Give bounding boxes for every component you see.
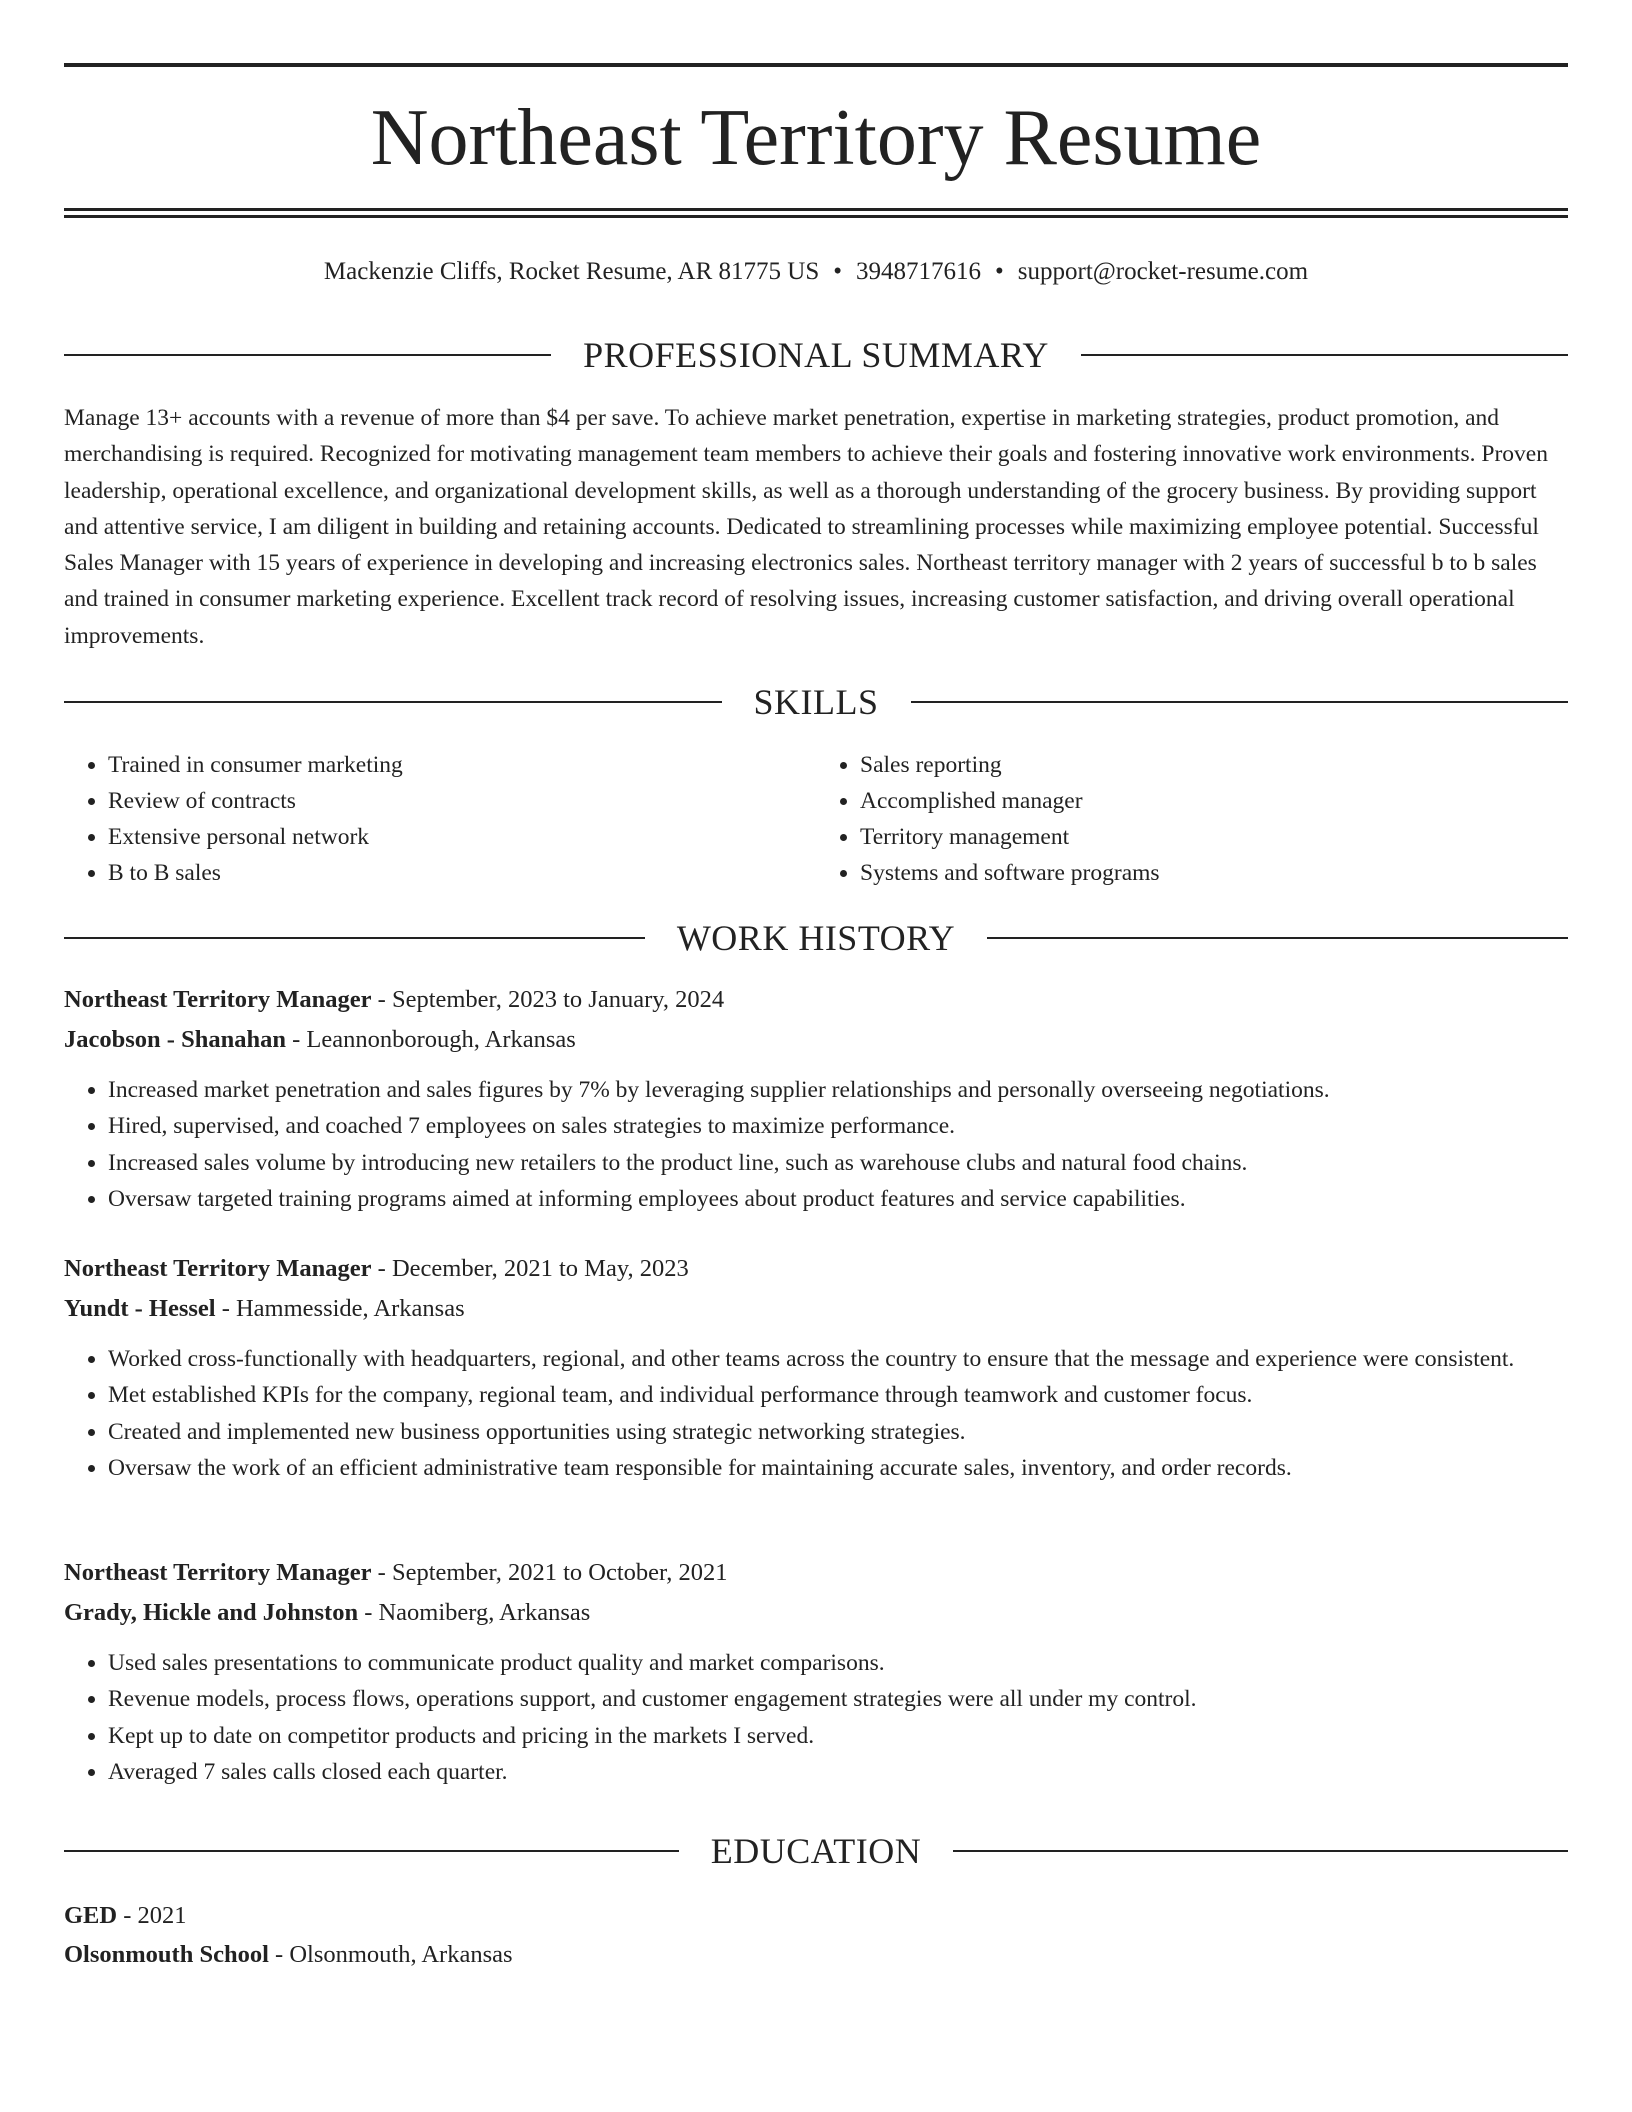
skill-item: • Sales reporting [860, 747, 1568, 783]
job-bullet: • Kept up to date on competitor products and pricing in the markets I served. [108, 1718, 1568, 1754]
heading-rule-left [64, 1850, 679, 1852]
job-company: Yundt - Hessel [64, 1295, 216, 1322]
contact-line [64, 254, 1568, 290]
job-entry [64, 1553, 1568, 1791]
job-bullet: • Used sales presentations to communicate product quality and market comparisons. [108, 1645, 1568, 1681]
skill-item: • Systems and software programs [860, 855, 1568, 891]
job-dates: - September, 2023 to January, 2024 [371, 986, 725, 1013]
job-dates: - September, 2021 to October, 2021 [371, 1559, 728, 1586]
skills-list [64, 747, 1568, 891]
skill-item: • B to B sales [108, 855, 816, 891]
job-entry [64, 980, 1568, 1218]
job-bullet: • Revenue models, process flows, operations support, and customer engagement strategies were all under my control. [108, 1681, 1568, 1717]
job-title: Northeast Territory Manager [64, 986, 372, 1013]
heading-rule-right [953, 1850, 1568, 1852]
contact-email: support@rocket-resume.com [1017, 258, 1309, 285]
job-bullets [64, 1341, 1568, 1487]
job-bullets [64, 1645, 1568, 1791]
job-title: Northeast Territory Manager [64, 1559, 372, 1586]
skill-item: • Trained in consumer marketing [108, 747, 816, 783]
job-title-line [64, 1249, 1568, 1289]
job-bullet: • Oversaw the work of an efficient administrative team responsible for maintaining accurate sales, inventory, and order records. [108, 1450, 1568, 1486]
skill-item: • Extensive personal network [108, 819, 816, 855]
work-heading-label: WORK HISTORY [676, 918, 956, 958]
job-location: - Naomiberg, Arkansas [358, 1599, 591, 1626]
job-title-line [64, 1553, 1568, 1593]
education-heading [64, 1826, 1568, 1876]
job-bullet: • Oversaw targeted training programs aimed at informing employees about product features and service capabilities. [108, 1181, 1568, 1217]
job-bullet: • Increased sales volume by introducing new retailers to the product line, such as warehouse clubs and natural food chains. [108, 1145, 1568, 1181]
job-company-line [64, 1593, 1568, 1633]
job-company: Jacobson - Shanahan [64, 1026, 286, 1053]
work-heading [64, 913, 1568, 963]
heading-rule-right [987, 937, 1568, 939]
education-school-line [64, 1935, 1568, 1974]
resume-title: Northeast Territory Resume [370, 94, 1262, 182]
job-bullet: • Hired, supervised, and coached 7 employees on sales strategies to maximize performance. [108, 1108, 1568, 1144]
skill-item: • Review of contracts [108, 783, 816, 819]
summary-text: Manage 13+ accounts with a revenue of more than $4 per save. To achieve market penetration, expertise in marketing strategies, product promotion, and merchandising is required. Recognized for motivating management team members to achieve their goals and fostering innovative work environments. Proven leadership, operational excellence, and organizational development skills, as well as a thorough understanding of the grocery business. By providing support and attentive service, I am diligent in building and retaining accounts. Dedicated to streamlining processes while maximizing employee potential. Successful Sales Manager with 15 years of experience in developing and increasing electronics sales. Northeast territory manager with 2 years of successful b to b sales and trained in consumer marketing experience. Excellent track record of resolving issues, increasing customer satisfaction, and driving overall operational improvements. [64, 405, 1548, 649]
job-bullet: • Worked cross-functionally with headquarters, regional, and other teams across the country to ensure that the message and experience were consistent. [108, 1341, 1568, 1377]
education-entry [64, 1896, 1568, 1974]
job-bullet: • Met established KPIs for the company, regional team, and individual performance through teamwork and customer focus. [108, 1377, 1568, 1413]
education-degree-line [64, 1896, 1568, 1935]
job-bullets [64, 1072, 1568, 1218]
job-entry [64, 1249, 1568, 1487]
heading-rule-left [64, 937, 645, 939]
education-school: Olsonmouth School [64, 1941, 269, 1968]
skills-column-left [64, 747, 816, 891]
job-bullet: • Increased market penetration and sales figures by 7% by leveraging supplier relationships and personally overseeing negotiations. [108, 1072, 1568, 1108]
skill-item: • Accomplished manager [860, 783, 1568, 819]
top-rule [64, 63, 1568, 67]
skills-heading [64, 677, 1568, 727]
education-degree: GED [64, 1902, 118, 1929]
education-year: - 2021 [117, 1902, 187, 1929]
summary-heading [64, 330, 1568, 380]
heading-rule-right [1081, 354, 1568, 356]
job-bullet: • Averaged 7 sales calls closed each quarter. [108, 1754, 1568, 1790]
job-company-line [64, 1020, 1568, 1060]
education-location: - Olsonmouth, Arkansas [268, 1941, 513, 1968]
education-heading-label: EDUCATION [710, 1831, 922, 1871]
job-bullet: • Created and implemented new business opportunities using strategic networking strategies. [108, 1414, 1568, 1450]
contact-separator: • [833, 258, 842, 285]
job-location: - Hammesside, Arkansas [215, 1295, 465, 1322]
skills-column-right [816, 747, 1568, 891]
summary-heading-label: PROFESSIONAL SUMMARY [583, 335, 1049, 375]
heading-rule-right [911, 701, 1569, 703]
job-location: - Leannonborough, Arkansas [285, 1026, 576, 1053]
job-title: Northeast Territory Manager [64, 1255, 372, 1282]
contact-separator: • [995, 258, 1004, 285]
heading-rule-left [64, 701, 722, 703]
heading-rule-left [64, 354, 551, 356]
title-double-rule [64, 208, 1568, 218]
contact-address: Mackenzie Cliffs, Rocket Resume, AR 81775 US [323, 258, 820, 285]
job-title-line [64, 980, 1568, 1020]
job-dates: - December, 2021 to May, 2023 [371, 1255, 689, 1282]
job-company-line [64, 1289, 1568, 1329]
job-company: Grady, Hickle and Johnston [64, 1599, 359, 1626]
skills-heading-label: SKILLS [753, 682, 879, 722]
contact-phone: 3948717616 [856, 258, 981, 285]
skill-item: • Territory management [860, 819, 1568, 855]
